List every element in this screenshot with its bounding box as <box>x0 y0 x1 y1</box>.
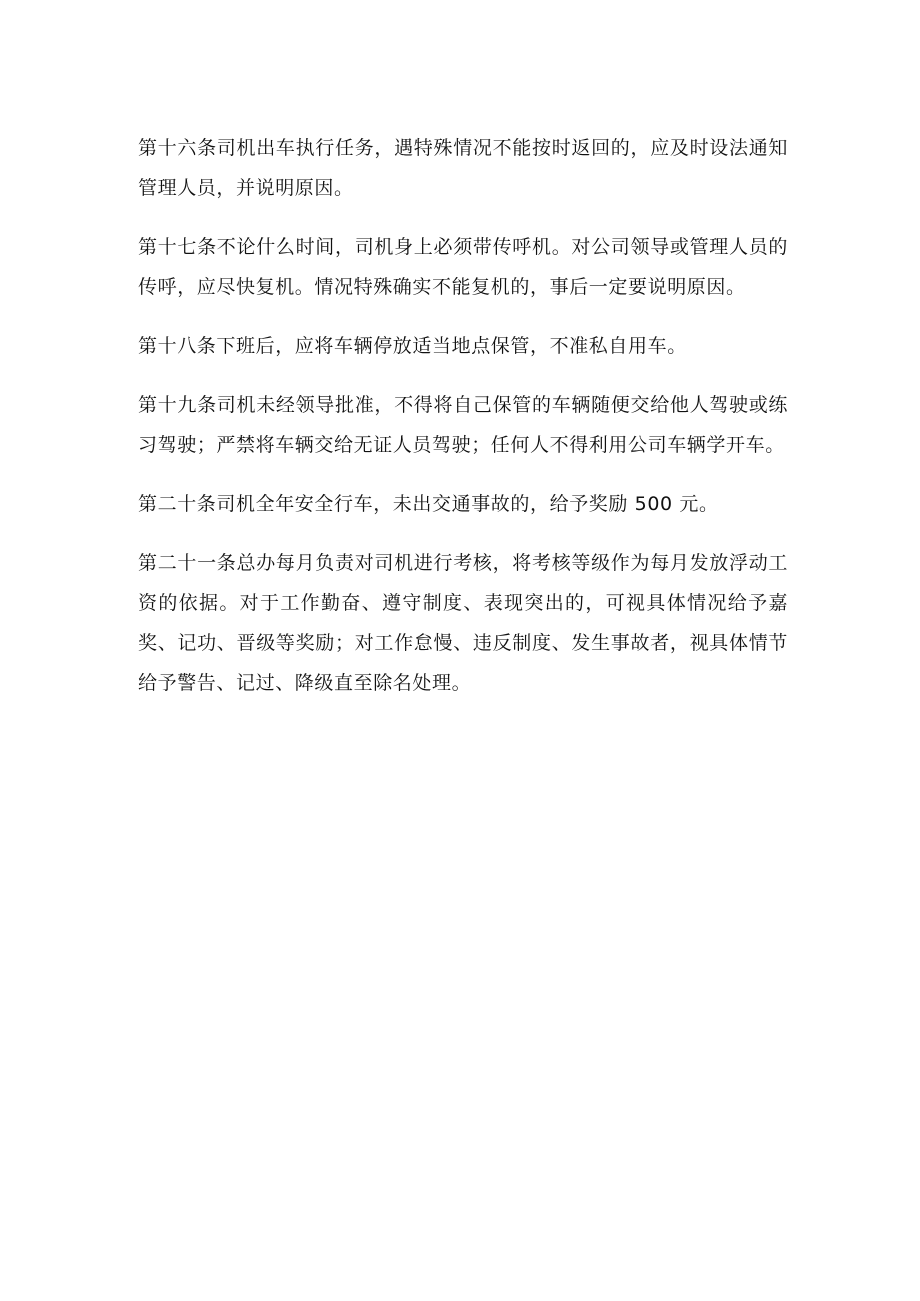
document-body <box>138 128 788 722</box>
article-18-paragraph: 第十八条下班后，应将车辆停放适当地点保管，不准私自用车。 <box>138 335 687 357</box>
article-17-paragraph: 第十七条不论什么时间，司机身上必须带传呼机。对公司领导或管理人员的传呼，应尽快复机。情况特殊确实不能复机的，事后一定要说明原因。 <box>138 236 788 298</box>
article-20-paragraph: 第二十条司机全年安全行车，未出交通事故的，给予奖励 500 元。 <box>138 493 719 515</box>
article-16-paragraph: 第十六条司机出车执行任务，遇特殊情况不能按时返回的，应及时设法通知管理人员，并说明原因。 <box>138 137 788 199</box>
article-21-paragraph: 第二十一条总办每月负责对司机进行考核，将考核等级作为每月发放浮动工资的依据。对于工作勤奋、遵守制度、表现突出的，可视具体情况给予嘉奖、记功、晋级等奖励；对工作怠慢、违反制度、发生事故者，视具体情节给予警告、记过、降级直至除名处理。 <box>138 552 788 694</box>
article-19-paragraph: 第十九条司机未经领导批准，不得将自己保管的车辆随便交给他人驾驶或练习驾驶；严禁将车辆交给无证人员驾驶；任何人不得利用公司车辆学开车。 <box>138 394 788 456</box>
